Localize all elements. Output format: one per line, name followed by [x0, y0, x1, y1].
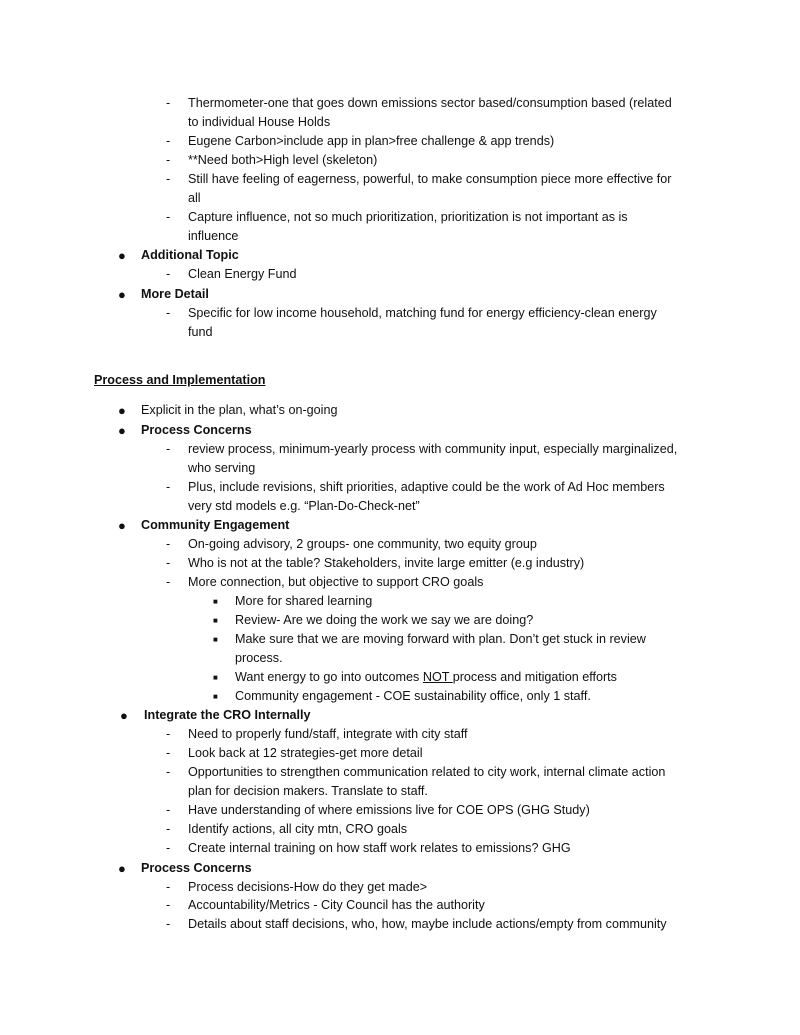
- dash-bullet: -: [166, 442, 171, 456]
- dash-bullet: -: [166, 306, 171, 320]
- list-item: Accountability/Metrics - City Council has the authority: [188, 898, 485, 912]
- list-item: Plus, include revisions, shift priorities, adaptive could be the work of Ad Hoc members: [188, 480, 665, 494]
- list-item-cont: to individual House Holds: [188, 115, 331, 129]
- list-item: Thermometer-one that goes down emissions sector based/consumption based (related: [188, 96, 672, 110]
- sub-item-cont: process.: [235, 651, 283, 665]
- topic-item: Explicit in the plan, what’s on-going: [141, 403, 338, 417]
- list-item: Capture influence, not so much prioritization, prioritization is not important as is: [188, 210, 628, 224]
- topic-heading: More Detail: [141, 287, 209, 301]
- list-item-cont: who serving: [188, 461, 256, 475]
- list-item: More connection, but objective to support CRO goals: [188, 575, 484, 589]
- dash-bullet: -: [166, 841, 171, 855]
- dash-bullet: -: [166, 575, 171, 589]
- list-item: Opportunities to strengthen communication related to city work, internal climate action: [188, 765, 666, 779]
- sub-item: Make sure that we are moving forward with plan. Don’t get stuck in review: [235, 632, 646, 646]
- dash-bullet: -: [166, 746, 171, 760]
- dash-bullet: -: [166, 480, 171, 494]
- list-item: Specific for low income household, matching fund for energy efficiency-clean energy: [188, 306, 657, 320]
- list-item: Clean Energy Fund: [188, 267, 297, 281]
- square-bullet: ■: [213, 692, 218, 701]
- dash-bullet: -: [166, 803, 171, 817]
- list-item: Look back at 12 strategies-get more detail: [188, 746, 423, 760]
- underlined-text: NOT: [422, 670, 453, 684]
- dash-bullet: -: [166, 556, 171, 570]
- list-item: Create internal training on how staff work relates to emissions? GHG: [188, 841, 571, 855]
- list-item: Identify actions, all city mtn, CRO goals: [188, 822, 408, 836]
- topic-heading: Additional Topic: [141, 248, 239, 262]
- list-item: review process, minimum-yearly process with community input, especially marginalized,: [188, 442, 678, 456]
- topic-heading: Community Engagement: [141, 518, 290, 532]
- list-item: Process decisions-How do they get made>: [188, 880, 428, 894]
- dash-bullet: -: [166, 153, 171, 167]
- square-bullet: ■: [213, 597, 218, 606]
- sub-item: Community engagement - COE sustainability office, only 1 staff.: [235, 689, 591, 703]
- square-bullet: ■: [213, 673, 218, 682]
- list-item: Need to properly fund/staff, integrate with city staff: [188, 727, 468, 741]
- sub-item: More for shared learning: [235, 594, 373, 608]
- list-item: Eugene Carbon>include app in plan>free challenge & app trends): [188, 134, 555, 148]
- list-item: Details about staff decisions, who, how, maybe include actions/empty from community: [188, 917, 667, 931]
- section-heading: Process and Implementation: [94, 373, 266, 387]
- list-item-cont: influence: [188, 229, 239, 243]
- dash-bullet: -: [166, 917, 171, 931]
- topic-heading: Process Concerns: [141, 423, 252, 437]
- bullet-dot: ●: [118, 403, 126, 418]
- square-bullet: ■: [213, 635, 218, 644]
- bullet-dot: ●: [118, 518, 126, 533]
- dash-bullet: -: [166, 765, 171, 779]
- list-item: Who is not at the table? Stakeholders, invite large emitter (e.g industry): [188, 556, 585, 570]
- dash-bullet: -: [166, 172, 171, 186]
- sub-item-text: Want energy to go into outcomes: [235, 670, 423, 684]
- list-item: Have understanding of where emissions live for COE OPS (GHG Study): [188, 803, 590, 817]
- list-item-cont: all: [188, 191, 201, 205]
- dash-bullet: -: [166, 134, 171, 148]
- sub-item: Review- Are we doing the work we say we are doing?: [235, 613, 534, 627]
- topic-heading: Process Concerns: [141, 861, 252, 875]
- bullet-dot: ●: [120, 708, 128, 723]
- dash-bullet: -: [166, 210, 171, 224]
- bullet-dot: ●: [118, 248, 126, 263]
- list-item: On-going advisory, 2 groups- one community, two equity group: [188, 537, 537, 551]
- dash-bullet: -: [166, 822, 171, 836]
- dash-bullet: -: [166, 727, 171, 741]
- dash-bullet: -: [166, 96, 171, 110]
- square-bullet: ■: [213, 616, 218, 625]
- dash-bullet: -: [166, 898, 171, 912]
- bullet-dot: ●: [118, 861, 126, 876]
- list-item: **Need both>High level (skeleton): [188, 153, 378, 167]
- sub-item-text: process and mitigation efforts: [452, 670, 617, 684]
- bullet-dot: ●: [118, 423, 126, 438]
- topic-heading: Integrate the CRO Internally: [144, 708, 311, 722]
- bullet-dot: ●: [118, 287, 126, 302]
- list-item: Still have feeling of eagerness, powerful, to make consumption piece more effective for: [188, 172, 672, 186]
- list-item-cont: plan for decision makers. Translate to staff.: [188, 784, 428, 798]
- dash-bullet: -: [166, 880, 171, 894]
- sub-item-underline: [235, 668, 617, 687]
- dash-bullet: -: [166, 537, 171, 551]
- list-item-cont: very std models e.g. “Plan-Do-Check-net”: [188, 499, 420, 513]
- dash-bullet: -: [166, 267, 171, 281]
- list-item-cont: fund: [188, 325, 213, 339]
